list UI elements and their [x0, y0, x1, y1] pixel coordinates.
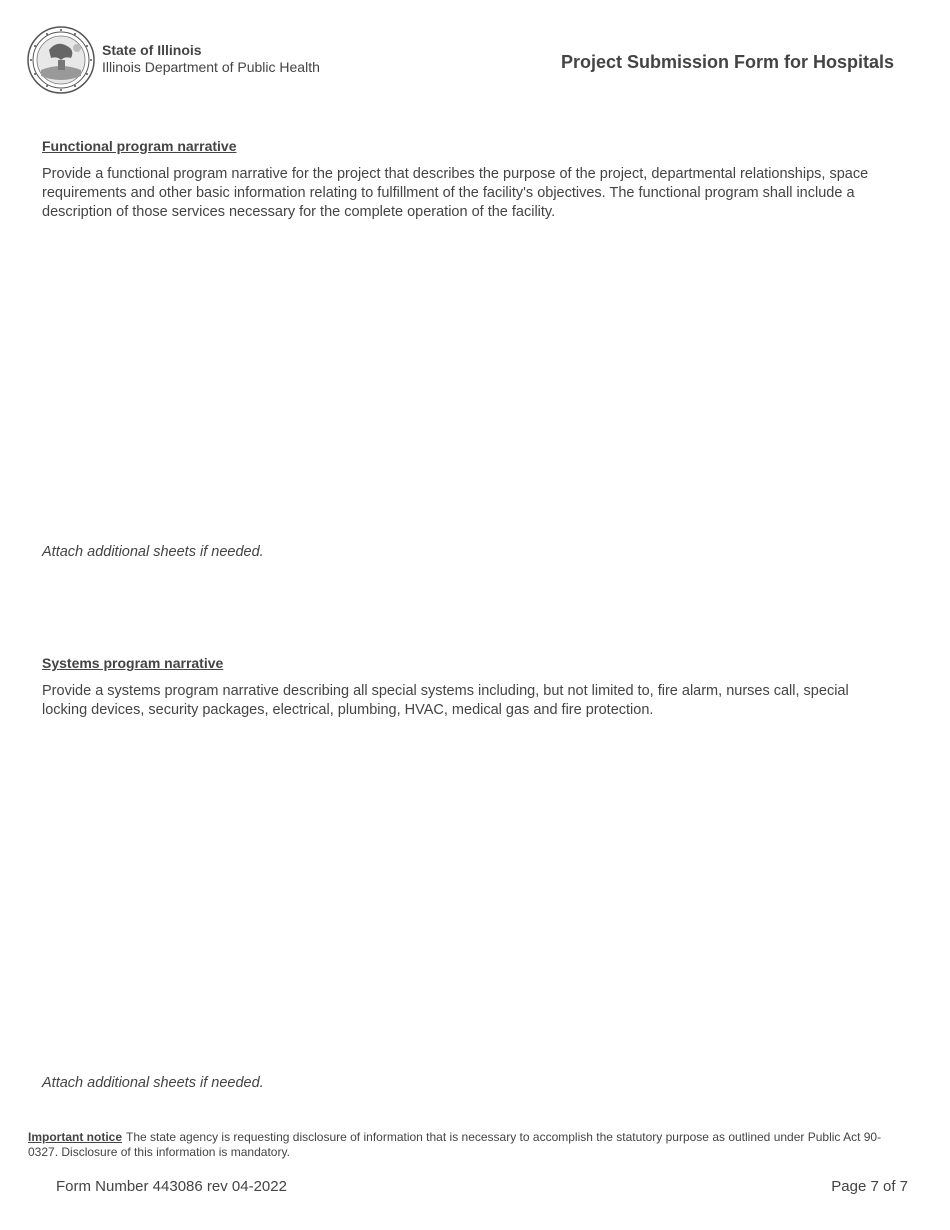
functional-program-attach-note: Attach additional sheets if needed. [42, 544, 264, 560]
functional-program-heading: Functional program narrative [42, 138, 237, 154]
important-notice-text: The state agency is requesting disclosure of information that is necessary to accomplish the statutory purpose as outlined under Public Act 90-0327. Disclosure of this information is mandatory. [28, 1130, 882, 1159]
systems-program-response-field[interactable] [40, 728, 894, 1067]
important-notice-label: Important notice [28, 1130, 123, 1144]
page-number: Page 7 of 7 [831, 1178, 908, 1195]
agency-state-name: State of Illinois [102, 42, 202, 58]
agency-department-name: Illinois Department of Public Health [102, 59, 320, 75]
systems-program-heading: Systems program narrative [42, 655, 224, 671]
systems-program-attach-note: Attach additional sheets if needed. [42, 1075, 264, 1091]
systems-program-instructions: Provide a systems program narrative describing all special systems including, but not limited to, fire alarm, nurses call, special locking devices, security packages, electrical, plumbing, HVAC, medical gas and fire protection. [42, 683, 849, 718]
important-notice [28, 1130, 908, 1160]
form-title: Project Submission Form for Hospitals [560, 52, 894, 72]
functional-program-response-field[interactable] [40, 228, 894, 537]
form-number: Form Number 443086 rev 04-2022 [56, 1178, 287, 1195]
functional-program-instructions: Provide a functional program narrative for the project that describes the purpose of the project, departmental relationships, space requirements and other basic information relating to fulfillment of the facility's objectives. The functional program shall include a description of those services necessary for the complete operation of the facility. [42, 166, 869, 220]
state-seal-logo [27, 26, 95, 94]
